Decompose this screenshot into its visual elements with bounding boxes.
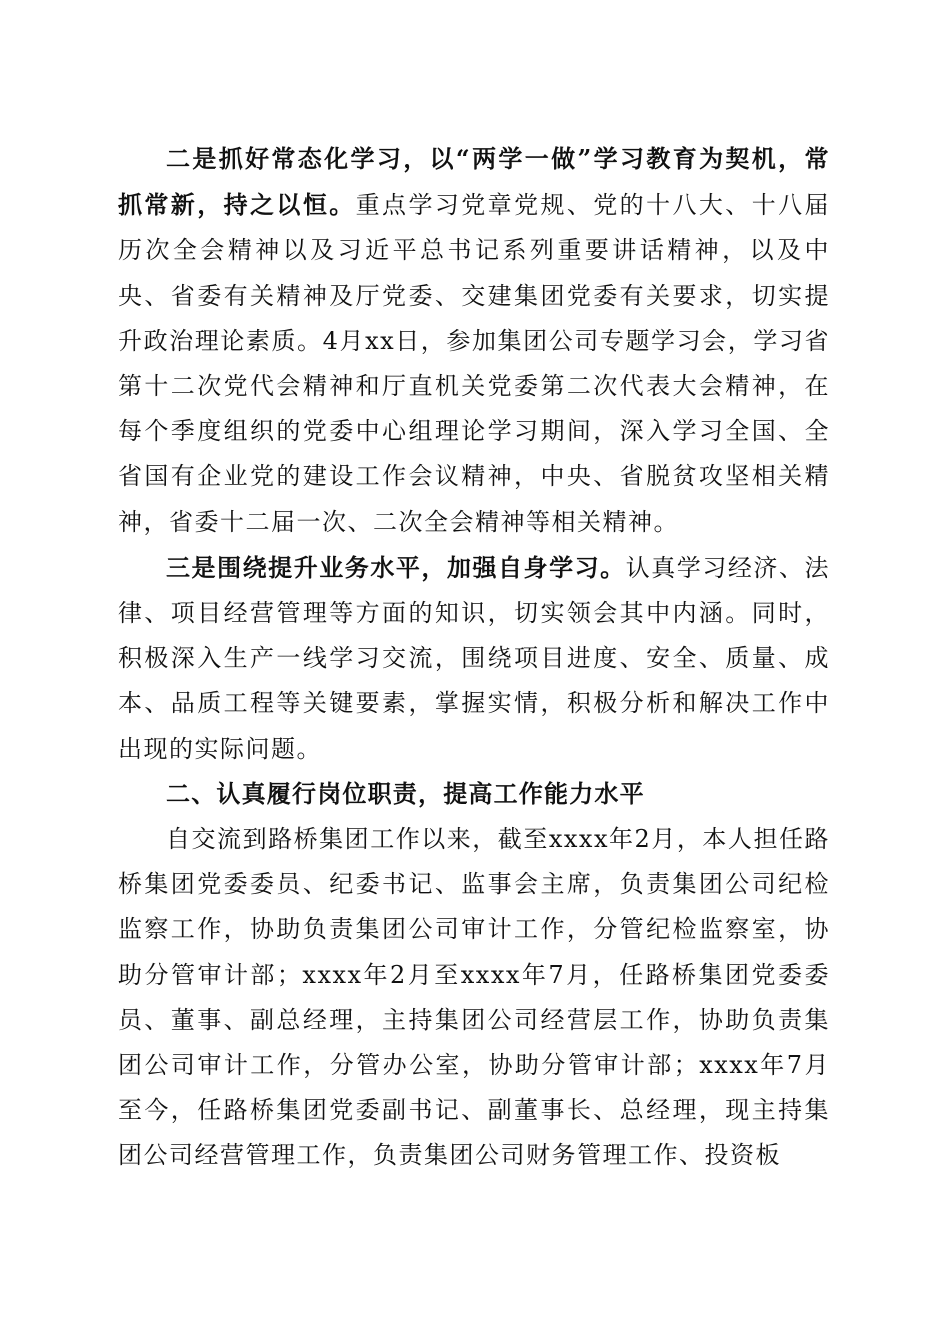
paragraph-text: 认真学习经济、法律、项目经营管理等方面的知识，切实领会其中内涵。同时，积极深入生产一线学习交流，围绕项目进度、安全、质量、成本、品质工程等关键要素，掌握实情，积极分析和解决工作中出现的实际问题。 [118,553,830,763]
paragraph-duties: 自交流到路桥集团工作以来，截至xxxx年2月，本人担任路桥集团党委委员、纪委书记、监事会主席，负责集团公司纪检监察工作，协助负责集团公司审计工作，分管纪检监察室，协助分管审计部；xxxx年2月至xxxx年7月，任路桥集团党委委员、董事、副总经理，主持集团公司经营层工作，协助负责集团公司审计工作，分管办公室，协助分管审计部；xxxx年7月至今，任路桥集团党委副书记、副董事长、总经理，现主持集团公司经营管理工作，负责集团公司财务管理工作、投资板 [118,825,830,1170]
document-body [118,136,830,1179]
section-heading: 二、认真履行岗位职责，提高工作能力水平 [166,779,645,808]
paragraph-lead: 二是抓好常态化学习，以“两学一做”学习教育为契机，常抓常新，持之以恒。 [118,144,830,220]
paragraph-lead: 三是围绕提升业务水平，加强自身学习。 [166,552,626,582]
paragraph-study-routine [118,136,830,545]
paragraph-text: 重点学习党章党规、党的十八大、十八届历次全会精神以及习近平总书记系列重要讲话精神，以及中央、省委有关精神及厅党委、交建集团党委有关要求，切实提升政治理论素质。4月xx日，参加集团公司专题学习会，学习省第十二次党代会精神和厅直机关党委第二次代表大会精神，在每个季度组织的党委中心组理论学习期间，深入学习全国、全省国有企业党的建设工作会议精神，中央、省脱贫攻坚相关精神，省委十二届一次、二次全会精神等相关精神。 [118,191,831,536]
paragraph-business-study [118,545,830,772]
